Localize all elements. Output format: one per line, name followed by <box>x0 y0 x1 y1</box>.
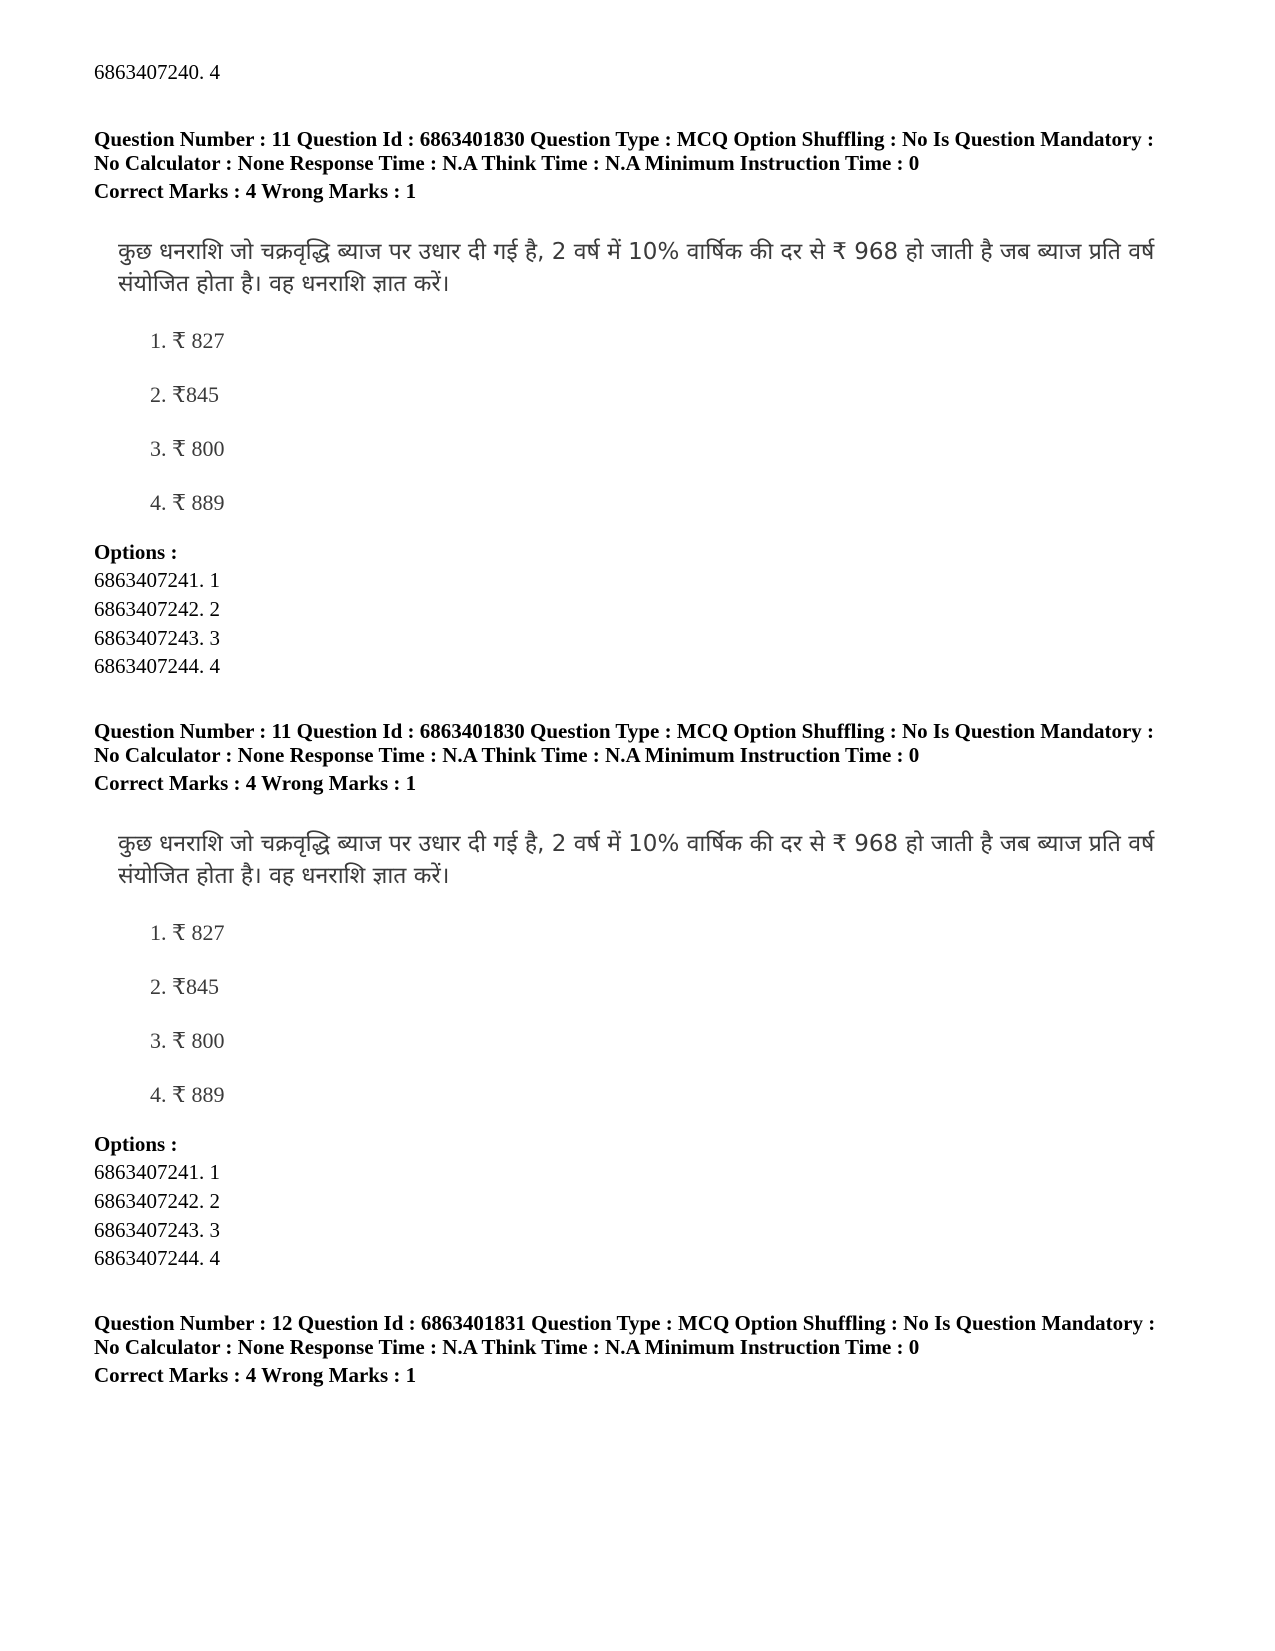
choice-2: 2. ₹845 <box>150 974 219 999</box>
option-id-3: 6863407243. 3 <box>94 626 220 650</box>
option-id-2: 6863407242. 2 <box>94 1189 220 1213</box>
choice-2: 2. ₹845 <box>150 382 219 407</box>
option-id-3: 6863407243. 3 <box>94 1218 220 1242</box>
option-id-2: 6863407242. 2 <box>94 597 220 621</box>
question-meta-line-1: Question Number : 12 Question Id : 6863401831 Question Type : MCQ Option Shuffling : No Is Question Mandatory : <box>94 1311 1156 1335</box>
option-id-1: 6863407241. 1 <box>94 1160 220 1184</box>
question-meta-line-1: Question Number : 11 Question Id : 6863401830 Question Type : MCQ Option Shuffling : No Is Question Mandatory : <box>94 127 1155 151</box>
choice-4: 4. ₹ 889 <box>150 490 225 515</box>
question-meta-line-2: No Calculator : None Response Time : N.A Think Time : N.A Minimum Instruction Time : 0 <box>94 743 920 767</box>
question-text-box <box>118 828 1198 892</box>
options-label: Options : <box>94 540 178 564</box>
choice-1: 1. ₹ 827 <box>150 920 225 945</box>
question-marks: Correct Marks : 4 Wrong Marks : 1 <box>94 1363 417 1387</box>
question-meta-line-2: No Calculator : None Response Time : N.A Think Time : N.A Minimum Instruction Time : 0 <box>94 1335 920 1359</box>
question-text-box <box>118 236 1198 300</box>
choice-3: 3. ₹ 800 <box>150 436 225 461</box>
choice-4: 4. ₹ 889 <box>150 1082 225 1107</box>
question-meta-line-2: No Calculator : None Response Time : N.A Think Time : N.A Minimum Instruction Time : 0 <box>94 151 920 175</box>
option-id-4: 6863407244. 4 <box>94 654 220 678</box>
choice-1: 1. ₹ 827 <box>150 328 225 353</box>
prev-option-line: 6863407240. 4 <box>94 60 220 84</box>
options-label: Options : <box>94 1132 178 1156</box>
question-text: कुछ धनराशि जो चक्रवृद्धि ब्याज पर उधार दी गई है, 2 वर्ष में 10% वार्षिक की दर से ₹ 968 हो जाती है जब ब्याज प्रति वर्ष संयोजित होता है। वह धनराशि ज्ञात करें। <box>118 239 1155 297</box>
question-text: कुछ धनराशि जो चक्रवृद्धि ब्याज पर उधार दी गई है, 2 वर्ष में 10% वार्षिक की दर से ₹ 968 हो जाती है जब ब्याज प्रति वर्ष संयोजित होता है। वह धनराशि ज्ञात करें। <box>118 831 1155 889</box>
question-meta-line-1: Question Number : 11 Question Id : 6863401830 Question Type : MCQ Option Shuffling : No Is Question Mandatory : <box>94 719 1155 743</box>
option-id-4: 6863407244. 4 <box>94 1246 220 1270</box>
option-id-1: 6863407241. 1 <box>94 568 220 592</box>
question-marks: Correct Marks : 4 Wrong Marks : 1 <box>94 179 417 203</box>
question-marks: Correct Marks : 4 Wrong Marks : 1 <box>94 771 417 795</box>
choice-3: 3. ₹ 800 <box>150 1028 225 1053</box>
